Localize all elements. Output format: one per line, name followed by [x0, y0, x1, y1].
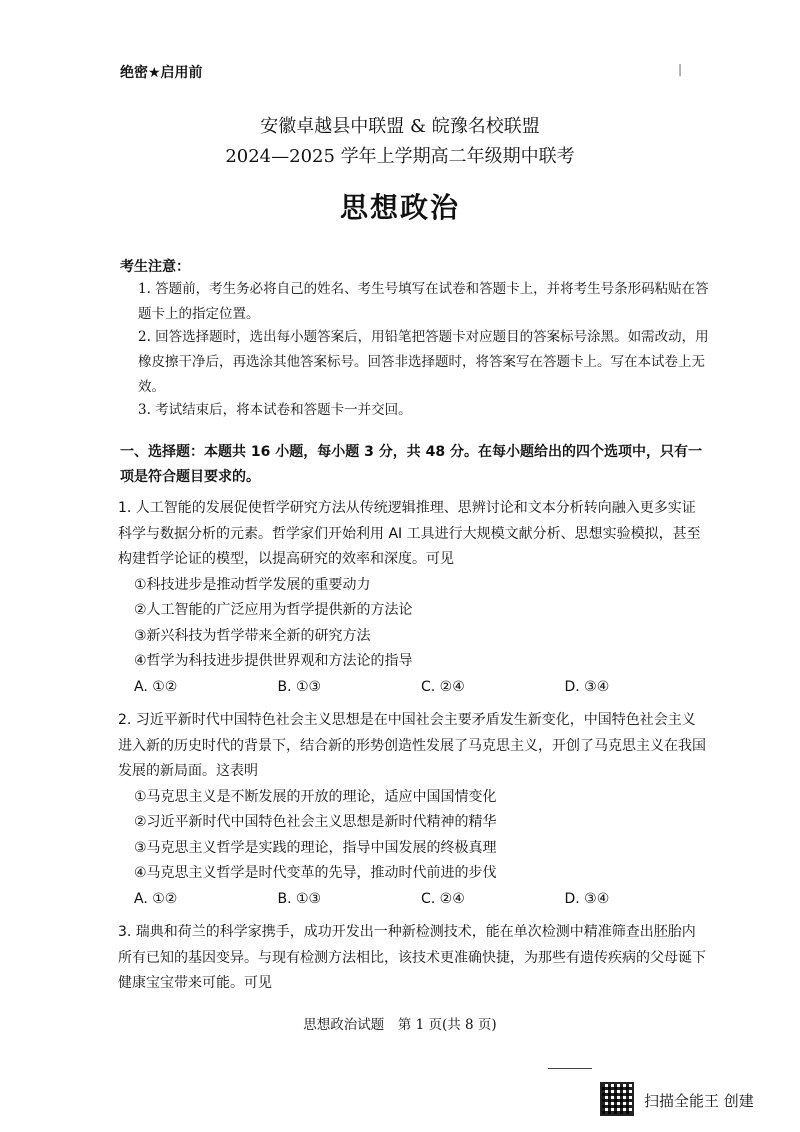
- notice-title: 考生注意：: [120, 259, 190, 275]
- choice-c: C. ②④: [421, 890, 465, 907]
- notice-item: 1. 答题前，考生务必将自己的姓名、考生号填写在试卷和答题卡上，并将考生号条形码粘贴在答题卡上的指定位置。: [138, 281, 709, 322]
- question-stem: 3. 瑞典和荷兰的科学家携手，成功开发出一种新检测技术，能在单次检测中精准筛查出胚胎内所有已知的基因变异。与现有检测方法相比，该技术更准确快捷，为那些有遗传疾病的父母诞下健康宝宝带来可能。可见: [118, 924, 706, 991]
- statement: ③马克思主义哲学是实践的理论，指导中国发展的终极真理: [134, 839, 497, 856]
- question-3: [118, 920, 708, 997]
- divider: [548, 1068, 592, 1069]
- statement: ③新兴科技为哲学带来全新的研究方法: [134, 627, 371, 644]
- question-stem: 1. 人工智能的发展促使哲学研究方法从传统逻辑推理、思辨讨论和文本分析转向融入更多实证科学与数据分析的元素。哲学家们开始利用 AI 工具进行大规模文献分析、思想实验模拟，甚至构建哲学论证的模型，以提高研究的效率和深度。可见: [118, 500, 701, 567]
- notice-item: 2. 回答选择题时，选出每小题答案后，用铅笔把答题卡对应题目的答案标号涂黑。如需改动，用橡皮擦干净后，再选涂其他答案标号。回答非选择题时，将答案写在答题卡上。写在本试卷上无效。: [138, 329, 709, 395]
- choice-c: C. ②④: [421, 678, 465, 695]
- question-stem: 2. 习近平新时代中国特色社会主义思想是在中国社会主要矛盾发生新变化，中国特色社会主义进入新的历史时代的背景下，结合新的形势创造性发展了马克思主义，开创了马克思主义在我国发展的新局面。这表明: [118, 712, 706, 779]
- statement: ①科技进步是推动哲学发展的重要动力: [134, 576, 371, 593]
- choice-d: D. ③④: [564, 678, 610, 695]
- exam-title: 2024—2025 学年上学期高二年级期中联考: [225, 146, 575, 167]
- statement: ②人工智能的广泛应用为哲学提供新的方法论: [134, 602, 413, 618]
- question-1: [118, 496, 708, 700]
- answer-choices: [118, 675, 708, 701]
- subject-title: 思想政治: [339, 191, 460, 224]
- alliance-title: 安徽卓越县中联盟 & 皖豫名校联盟: [260, 116, 540, 137]
- statement: ④哲学为科技进步提供世界观和方法论的指导: [134, 653, 413, 669]
- choice-b: B. ①③: [277, 890, 322, 907]
- choice-a: A. ①②: [134, 890, 178, 907]
- answer-choices: [118, 887, 708, 913]
- scanner-watermark: 扫描全能王 创建: [644, 1092, 754, 1110]
- statement: ①马克思主义是不断发展的开放的理论，适应中国国情变化: [134, 788, 497, 805]
- section-title: 一、选择题：本题共 16 小题，每小题 3 分，共 48 分。在每小题给出的四个选项中，只有一项是符合题目要求的。: [120, 444, 702, 485]
- choice-a: A. ①②: [134, 678, 178, 695]
- notice-item: 3. 考试结束后，将本试卷和答题卡一并交回。: [138, 402, 412, 418]
- question-2: [118, 708, 708, 912]
- corner-mark: |: [678, 62, 683, 76]
- page-footer: 思想政治试题 第 1 页(共 8 页): [303, 1017, 497, 1033]
- statement: ④马克思主义哲学是时代变革的先导，推动时代前进的步伐: [134, 865, 497, 881]
- secret-label: 绝密★启用前: [120, 65, 203, 81]
- choice-d: D. ③④: [564, 890, 610, 907]
- statement: ②习近平新时代中国特色社会主义思想是新时代精神的精华: [134, 814, 497, 830]
- choice-b: B. ①③: [277, 678, 322, 695]
- qr-code-icon: [600, 1082, 634, 1116]
